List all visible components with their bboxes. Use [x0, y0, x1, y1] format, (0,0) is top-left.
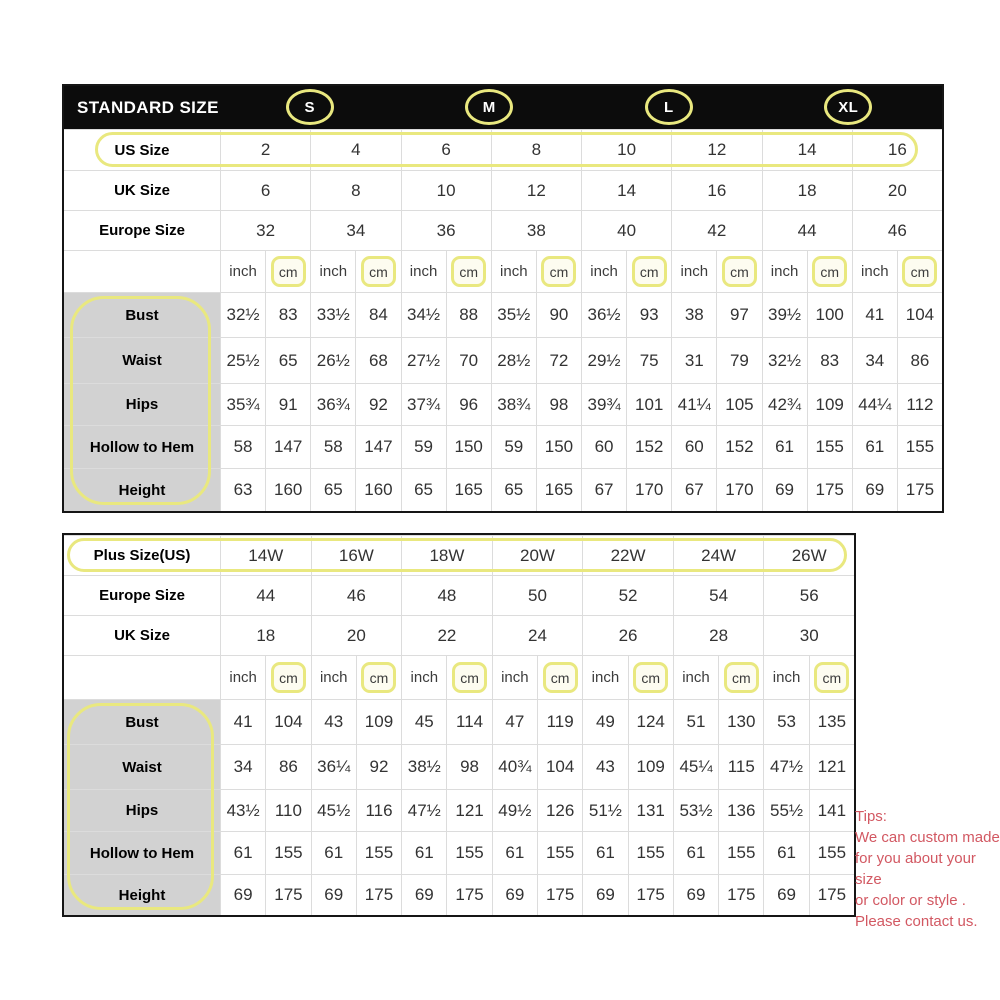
hollow-to-hem-value-cell: 61: [220, 831, 265, 874]
hips-value-cell: 41¼: [671, 383, 716, 425]
europe-size-value-cell: 34: [310, 210, 400, 250]
uk-size-value-cell: 14: [581, 170, 671, 210]
hollow-to-hem-value-cell: 60: [581, 425, 626, 468]
us-size-value-cell: 2: [220, 129, 310, 170]
waist-value-cell: 38½: [401, 744, 446, 789]
inch-label-cell: inch: [673, 655, 718, 699]
inch-label-cell: inch: [852, 250, 897, 292]
bust-value-cell: 135: [809, 699, 854, 744]
height-value-cell: 69: [220, 874, 265, 915]
waist-value-cell: 70: [446, 337, 491, 383]
waist-value-cell: 27½: [401, 337, 446, 383]
hollow-to-hem-value-cell: 61: [763, 831, 808, 874]
height-value-cell: 65: [310, 468, 355, 511]
inch-label-cell: inch: [762, 250, 807, 292]
cm-label-cell: [809, 655, 854, 699]
bust-value-cell: 36½: [581, 292, 626, 337]
plus-size-us-value-cell: 14W: [220, 535, 311, 575]
hollow-to-hem-value-cell: 58: [220, 425, 265, 468]
cm-label-cell: [446, 250, 491, 292]
europe-size-value-cell: 54: [673, 575, 764, 615]
europe-size-value-cell: 40: [581, 210, 671, 250]
hips-value-cell: 43½: [220, 789, 265, 831]
hollow-to-hem-value-cell: 155: [807, 425, 852, 468]
bust-value-cell: 100: [807, 292, 852, 337]
uk-size-value-cell: 16: [671, 170, 761, 210]
bust-value-cell: 47: [492, 699, 537, 744]
inch-label-cell: inch: [310, 250, 355, 292]
waist-value-cell: 31: [671, 337, 716, 383]
hips-value-cell: 109: [807, 383, 852, 425]
cm-label-cell: [446, 655, 491, 699]
plus-size-us-value-cell: 26W: [763, 535, 854, 575]
bust-value-cell: 124: [628, 699, 673, 744]
uk-size-value-cell: 24: [492, 615, 583, 655]
bust-value-cell: 90: [536, 292, 581, 337]
bust-value-cell: 43: [311, 699, 356, 744]
europe-size-value-cell: 52: [582, 575, 673, 615]
bust-value-cell: 93: [626, 292, 671, 337]
height-value-cell: 175: [537, 874, 582, 915]
hips-value-cell: 39¾: [581, 383, 626, 425]
bust-value-cell: 104: [897, 292, 942, 337]
uk-size-value-cell: 18: [220, 615, 311, 655]
bust-value-cell: 32½: [220, 292, 265, 337]
hips-value-cell: 96: [446, 383, 491, 425]
inch-label-cell: inch: [311, 655, 356, 699]
uk-size-value-cell: 20: [311, 615, 402, 655]
hollow-to-hem-value-cell: 60: [671, 425, 716, 468]
hollow-to-hem-value-cell: 61: [582, 831, 627, 874]
europe-size-value-cell: 46: [311, 575, 402, 615]
waist-value-cell: 29½: [581, 337, 626, 383]
cm-label-cell: [265, 250, 310, 292]
europe-size-value-cell: 42: [671, 210, 761, 250]
waist-value-cell: 68: [355, 337, 400, 383]
cm-highlight-box: cm: [361, 256, 396, 287]
row-label-waist: Waist: [64, 744, 220, 789]
us-size-value-cell: 6: [401, 129, 491, 170]
size-m-circled-label: M: [465, 89, 513, 125]
cm-highlight-box: cm: [271, 662, 306, 693]
hips-value-cell: 44¼: [852, 383, 897, 425]
waist-value-cell: 104: [537, 744, 582, 789]
hollow-to-hem-value-cell: 150: [536, 425, 581, 468]
hollow-to-hem-value-cell: 155: [356, 831, 401, 874]
hips-value-cell: 37¾: [401, 383, 446, 425]
inch-label-cell: inch: [763, 655, 808, 699]
waist-value-cell: 47½: [763, 744, 808, 789]
europe-size-value-cell: 50: [492, 575, 583, 615]
row-label-hips: Hips: [64, 383, 220, 425]
hollow-to-hem-value-cell: 147: [265, 425, 310, 468]
europe-size-value-cell: 32: [220, 210, 310, 250]
europe-size-value-cell: 56: [763, 575, 854, 615]
cm-highlight-box: cm: [722, 256, 757, 287]
cm-label-cell: [355, 250, 400, 292]
hollow-to-hem-value-cell: 155: [628, 831, 673, 874]
waist-value-cell: 92: [356, 744, 401, 789]
europe-size-value-cell: 48: [401, 575, 492, 615]
bust-value-cell: 114: [446, 699, 491, 744]
us-size-value-cell: 10: [581, 129, 671, 170]
height-value-cell: 63: [220, 468, 265, 511]
cm-highlight-box: cm: [451, 256, 486, 287]
plus-size-table: [62, 533, 856, 917]
tips-line: Please contact us.: [855, 913, 978, 930]
height-value-cell: 65: [401, 468, 446, 511]
height-value-cell: 165: [446, 468, 491, 511]
bust-value-cell: 41: [220, 699, 265, 744]
bust-value-cell: 38: [671, 292, 716, 337]
height-value-cell: 69: [492, 874, 537, 915]
hips-value-cell: 47½: [401, 789, 446, 831]
waist-value-cell: 28½: [491, 337, 536, 383]
height-value-cell: 175: [809, 874, 854, 915]
height-value-cell: 175: [718, 874, 763, 915]
hollow-to-hem-value-cell: 58: [310, 425, 355, 468]
waist-value-cell: 86: [897, 337, 942, 383]
height-value-cell: 69: [401, 874, 446, 915]
uk-size-value-cell: 20: [852, 170, 942, 210]
hips-value-cell: 101: [626, 383, 671, 425]
unit-row-corner-cell: [64, 655, 220, 699]
europe-size-value-cell: 44: [762, 210, 852, 250]
bust-value-cell: 45: [401, 699, 446, 744]
waist-value-cell: 45¼: [673, 744, 718, 789]
us-size-value-cell: 4: [310, 129, 400, 170]
waist-value-cell: 34: [220, 744, 265, 789]
uk-size-value-cell: 6: [220, 170, 310, 210]
bust-value-cell: 51: [673, 699, 718, 744]
plus-size-us-value-cell: 20W: [492, 535, 583, 575]
bust-value-cell: 49: [582, 699, 627, 744]
europe-size-value-cell: 38: [491, 210, 581, 250]
height-value-cell: 69: [582, 874, 627, 915]
row-label-europe-size: Europe Size: [64, 575, 220, 615]
height-value-cell: 175: [897, 468, 942, 511]
cm-highlight-box: cm: [632, 256, 667, 287]
height-value-cell: 165: [536, 468, 581, 511]
uk-size-value-cell: 10: [401, 170, 491, 210]
waist-value-cell: 32½: [762, 337, 807, 383]
cm-label-cell: [718, 655, 763, 699]
plus-size-us-value-cell: 22W: [582, 535, 673, 575]
height-value-cell: 160: [265, 468, 310, 511]
cm-highlight-box: cm: [361, 662, 396, 693]
hollow-to-hem-value-cell: 152: [626, 425, 671, 468]
us-size-value-cell: 12: [671, 129, 761, 170]
bust-value-cell: 104: [265, 699, 310, 744]
row-label-hips: Hips: [64, 789, 220, 831]
hollow-to-hem-value-cell: 152: [716, 425, 761, 468]
height-value-cell: 69: [762, 468, 807, 511]
bust-value-cell: 33½: [310, 292, 355, 337]
cm-highlight-box: cm: [633, 662, 668, 693]
height-value-cell: 175: [265, 874, 310, 915]
size-xl-circled-label: XL: [824, 89, 872, 125]
hollow-to-hem-value-cell: 61: [762, 425, 807, 468]
bust-value-cell: 83: [265, 292, 310, 337]
europe-size-value-cell: 44: [220, 575, 311, 615]
row-label-hollow-to-hem: Hollow to Hem: [64, 425, 220, 468]
hips-value-cell: 51½: [582, 789, 627, 831]
uk-size-value-cell: 18: [762, 170, 852, 210]
waist-value-cell: 98: [446, 744, 491, 789]
hips-value-cell: 42¾: [762, 383, 807, 425]
row-label-uk-size: UK Size: [64, 170, 220, 210]
us-size-value-cell: 14: [762, 129, 852, 170]
tips-line: for you about your size: [855, 850, 976, 888]
hips-value-cell: 91: [265, 383, 310, 425]
height-value-cell: 65: [491, 468, 536, 511]
standard-size-header: [64, 86, 942, 129]
uk-size-value-cell: 22: [401, 615, 492, 655]
hollow-to-hem-value-cell: 147: [355, 425, 400, 468]
cm-highlight-box: cm: [812, 256, 847, 287]
hips-value-cell: 49½: [492, 789, 537, 831]
bust-value-cell: 41: [852, 292, 897, 337]
waist-value-cell: 26½: [310, 337, 355, 383]
row-label-europe-size: Europe Size: [64, 210, 220, 250]
hips-value-cell: 55½: [763, 789, 808, 831]
hips-value-cell: 36¾: [310, 383, 355, 425]
cm-label-cell: [265, 655, 310, 699]
hips-value-cell: 53½: [673, 789, 718, 831]
bust-value-cell: 34½: [401, 292, 446, 337]
hollow-to-hem-value-cell: 155: [537, 831, 582, 874]
hips-value-cell: 136: [718, 789, 763, 831]
row-label-hollow-to-hem: Hollow to Hem: [64, 831, 220, 874]
inch-label-cell: inch: [220, 655, 265, 699]
bust-value-cell: 84: [355, 292, 400, 337]
us-size-value-cell: 16: [852, 129, 942, 170]
height-value-cell: 69: [763, 874, 808, 915]
waist-value-cell: 36¼: [311, 744, 356, 789]
inch-label-cell: inch: [401, 250, 446, 292]
unit-row-corner-cell: [64, 250, 220, 292]
cm-label-cell: [537, 655, 582, 699]
waist-value-cell: 86: [265, 744, 310, 789]
tips-note: [855, 806, 1000, 932]
waist-value-cell: 25½: [220, 337, 265, 383]
hips-value-cell: 105: [716, 383, 761, 425]
height-value-cell: 175: [807, 468, 852, 511]
row-label-waist: Waist: [64, 337, 220, 383]
bust-value-cell: 130: [718, 699, 763, 744]
row-label-plus-size-us: Plus Size(US): [64, 535, 220, 575]
row-label-us-size: US Size: [64, 129, 220, 170]
row-label-height: Height: [64, 874, 220, 915]
waist-value-cell: 115: [718, 744, 763, 789]
hips-value-cell: 38¾: [491, 383, 536, 425]
bust-value-cell: 39½: [762, 292, 807, 337]
hollow-to-hem-value-cell: 150: [446, 425, 491, 468]
europe-size-value-cell: 46: [852, 210, 942, 250]
hips-value-cell: 45½: [311, 789, 356, 831]
cm-label-cell: [897, 250, 942, 292]
waist-value-cell: 65: [265, 337, 310, 383]
height-value-cell: 69: [311, 874, 356, 915]
cm-highlight-box: cm: [814, 662, 849, 693]
cm-highlight-box: cm: [902, 256, 937, 287]
cm-label-cell: [356, 655, 401, 699]
hips-value-cell: 92: [355, 383, 400, 425]
row-label-bust: Bust: [64, 292, 220, 337]
inch-label-cell: inch: [220, 250, 265, 292]
hollow-to-hem-value-cell: 59: [401, 425, 446, 468]
row-label-uk-size: UK Size: [64, 615, 220, 655]
uk-size-value-cell: 30: [763, 615, 854, 655]
plus-size-us-value-cell: 16W: [311, 535, 402, 575]
hollow-to-hem-value-cell: 155: [718, 831, 763, 874]
uk-size-value-cell: 8: [310, 170, 400, 210]
size-s-circled-label: S: [286, 89, 334, 125]
hips-value-cell: 112: [897, 383, 942, 425]
height-value-cell: 67: [671, 468, 716, 511]
cm-highlight-box: cm: [724, 662, 759, 693]
hips-value-cell: 35¾: [220, 383, 265, 425]
inch-label-cell: inch: [491, 250, 536, 292]
bust-value-cell: 109: [356, 699, 401, 744]
us-size-value-cell: 8: [491, 129, 581, 170]
waist-value-cell: 79: [716, 337, 761, 383]
hips-value-cell: 98: [536, 383, 581, 425]
hollow-to-hem-value-cell: 61: [401, 831, 446, 874]
inch-label-cell: inch: [671, 250, 716, 292]
cm-highlight-box: cm: [271, 256, 306, 287]
height-value-cell: 160: [355, 468, 400, 511]
hollow-to-hem-value-cell: 155: [809, 831, 854, 874]
uk-size-value-cell: 28: [673, 615, 764, 655]
inch-label-cell: inch: [581, 250, 626, 292]
waist-value-cell: 109: [628, 744, 673, 789]
cm-label-cell: [628, 655, 673, 699]
waist-value-cell: 34: [852, 337, 897, 383]
cm-label-cell: [536, 250, 581, 292]
hips-value-cell: 110: [265, 789, 310, 831]
height-value-cell: 69: [673, 874, 718, 915]
height-value-cell: 175: [628, 874, 673, 915]
cm-highlight-box: cm: [541, 256, 576, 287]
hollow-to-hem-value-cell: 61: [852, 425, 897, 468]
uk-size-value-cell: 12: [491, 170, 581, 210]
tips-line: or color or style .: [855, 892, 966, 909]
cm-label-cell: [716, 250, 761, 292]
bust-value-cell: 97: [716, 292, 761, 337]
height-value-cell: 69: [852, 468, 897, 511]
bust-value-cell: 88: [446, 292, 491, 337]
hips-value-cell: 116: [356, 789, 401, 831]
tips-line: We can custom made: [855, 829, 1000, 846]
bust-value-cell: 119: [537, 699, 582, 744]
inch-label-cell: inch: [492, 655, 537, 699]
row-label-height: Height: [64, 468, 220, 511]
waist-value-cell: 75: [626, 337, 671, 383]
height-value-cell: 67: [581, 468, 626, 511]
inch-label-cell: inch: [401, 655, 446, 699]
waist-value-cell: 121: [809, 744, 854, 789]
hollow-to-hem-value-cell: 155: [446, 831, 491, 874]
waist-value-cell: 83: [807, 337, 852, 383]
height-value-cell: 170: [716, 468, 761, 511]
inch-label-cell: inch: [582, 655, 627, 699]
waist-value-cell: 72: [536, 337, 581, 383]
standard-size-title: STANDARD SIZE: [77, 97, 219, 117]
cm-label-cell: [807, 250, 852, 292]
height-value-cell: 175: [446, 874, 491, 915]
hollow-to-hem-value-cell: 61: [311, 831, 356, 874]
bust-value-cell: 35½: [491, 292, 536, 337]
row-label-bust: Bust: [64, 699, 220, 744]
height-value-cell: 170: [626, 468, 671, 511]
bust-value-cell: 53: [763, 699, 808, 744]
cm-highlight-box: cm: [543, 662, 578, 693]
plus-size-us-value-cell: 18W: [401, 535, 492, 575]
tips-title: Tips:: [855, 808, 887, 825]
hips-value-cell: 131: [628, 789, 673, 831]
hips-value-cell: 126: [537, 789, 582, 831]
hollow-to-hem-value-cell: 61: [492, 831, 537, 874]
standard-size-table: [62, 84, 944, 513]
size-l-circled-label: L: [645, 89, 693, 125]
cm-highlight-box: cm: [452, 662, 487, 693]
uk-size-value-cell: 26: [582, 615, 673, 655]
hollow-to-hem-value-cell: 155: [265, 831, 310, 874]
hips-value-cell: 121: [446, 789, 491, 831]
cm-label-cell: [626, 250, 671, 292]
hips-value-cell: 141: [809, 789, 854, 831]
hollow-to-hem-value-cell: 61: [673, 831, 718, 874]
waist-value-cell: 43: [582, 744, 627, 789]
hollow-to-hem-value-cell: 155: [897, 425, 942, 468]
height-value-cell: 175: [356, 874, 401, 915]
plus-size-us-value-cell: 24W: [673, 535, 764, 575]
hollow-to-hem-value-cell: 59: [491, 425, 536, 468]
europe-size-value-cell: 36: [401, 210, 491, 250]
waist-value-cell: 40¾: [492, 744, 537, 789]
